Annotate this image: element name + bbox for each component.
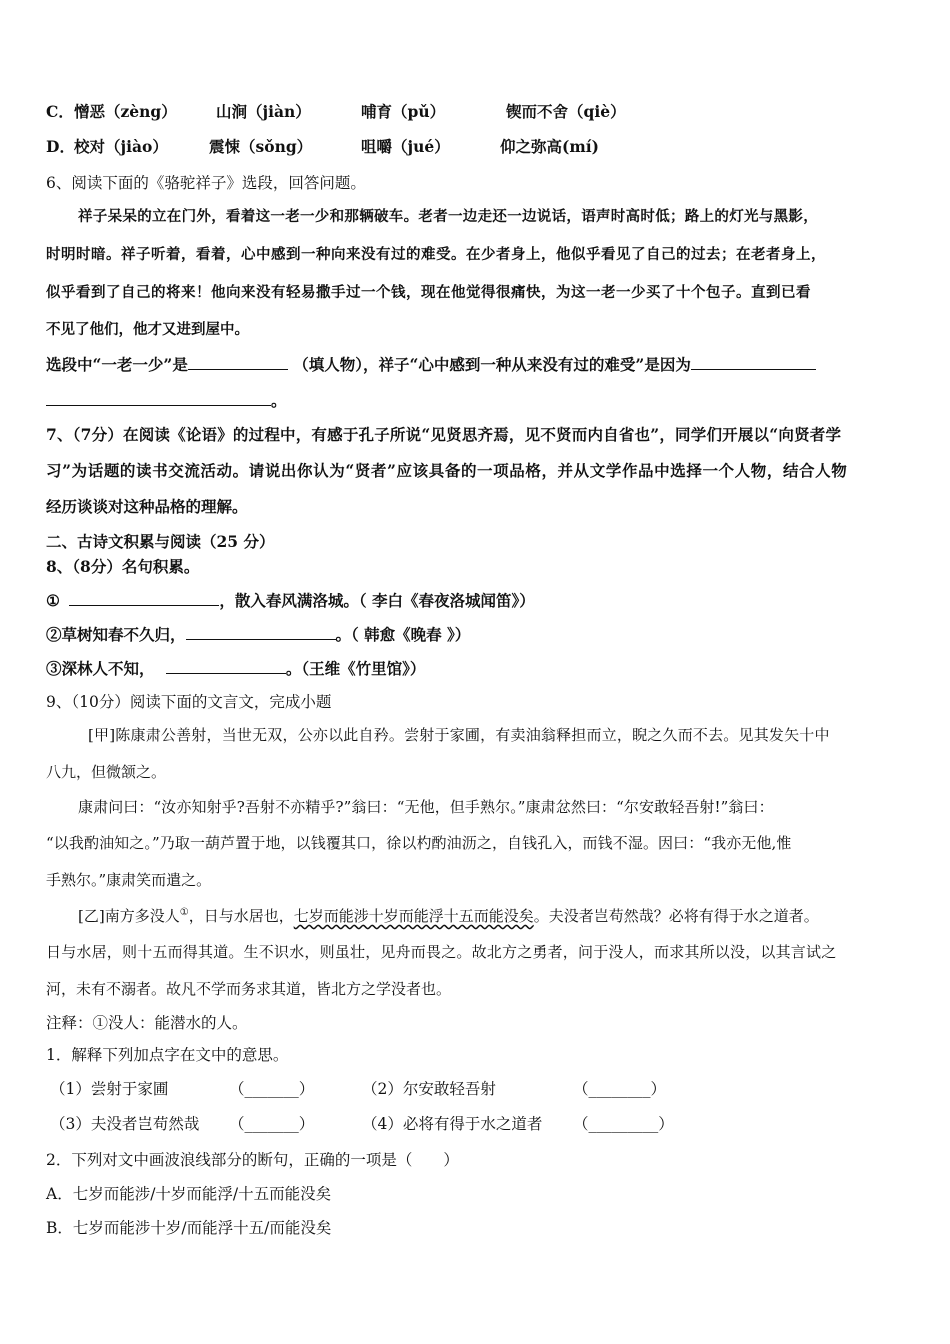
q8-blank-2[interactable] (186, 623, 336, 640)
q6-blank-characters[interactable] (188, 353, 288, 370)
q6-passage-line: 不见了他们，他才又进到屋中。 (46, 322, 249, 338)
option-d-item-4: 仰之弥高(mí) (500, 137, 599, 156)
q8-item-1 (46, 589, 535, 611)
option-d-row (46, 137, 906, 157)
option-d-label: D． (46, 137, 75, 156)
q9-sub1-item-2: （2）尔安敢轻吾射 (362, 1080, 496, 1098)
q9-yi-note-mark: ① (179, 907, 189, 918)
q6-blank-reason[interactable] (691, 353, 816, 370)
q8-blank-3[interactable] (166, 657, 286, 674)
q9-yi-line: 日与水居，则十五而得其道。生不识水，则虽壮，见舟而畏之。故北方之勇者，问于没人，而求其所以没，以其言试之 (46, 943, 837, 961)
q9-yi-first-end: 。夫没者岂苟然哉？必将有得于水之道者。 (533, 907, 819, 925)
q9-yi-line: 河，未有不溺者。故凡不学而务求其道，皆北方之学没者也。 (46, 980, 452, 998)
q9-sub1-row (46, 1114, 746, 1136)
option-c-item-4: 锲而不舍（qiè） (506, 102, 626, 121)
option-c-label: C． (46, 102, 74, 121)
q6-prompt: 6、阅读下面的《骆驼祥子》选段，回答问题。 (46, 174, 366, 192)
q9-sub1-item-1: （1）尝射于家圃 (50, 1080, 169, 1098)
q9-sub1-answer-1[interactable]: （_______） (229, 1080, 315, 1098)
option-c-item-2: 山涧（jiàn） (216, 102, 311, 121)
q9-jia-line: 康肃问曰：“汝亦知射乎?吾射不亦精乎?”翁曰：“无他，但手熟尔。”康肃忿然曰：“尔安敢轻吾射!”翁曰： (78, 798, 774, 816)
q9-yi-first-line (78, 906, 819, 926)
q6-passage-line: 似乎看到了自己的将来！他向来没有轻易撒手过一个钱，现在他觉得很痛快，为这一老一少买了十个包子。直到已看 (46, 285, 811, 301)
q9-yi-wavy-sentence: 七岁而能涉十岁而能浮十五而能没矣 (293, 907, 534, 925)
q9-sub1-answer-2[interactable]: （________） (573, 1080, 667, 1098)
q7-line: 7、（7分）在阅读《论语》的过程中，有感于孔子所说“见贤思齐焉，见不贤而内自省也”，同学们开展以“向贤者学 (46, 425, 842, 444)
option-d-item-1: 校对（jiào） (74, 137, 168, 156)
q9-yi-first-rest: ，日与水居也， (188, 907, 294, 925)
q8-blank-1[interactable] (69, 589, 219, 606)
q9-jia-line: [甲]陈康肃公善射，当世无双，公亦以此自矜。尝射于家圃，有卖油翁释担而立，睨之久而不去。见其发矢十中 (88, 726, 830, 744)
option-d-item-3: 咀嚼（jué） (361, 137, 450, 156)
q9-sub2-option-a[interactable]: A．七岁而能涉/十岁而能浮/十五而能没矣 (46, 1185, 332, 1203)
q7-line: 习”为话题的读书交流活动。请说出你认为“贤者”应该具备的一项品格，并从文学作品中选择一个人物，结合人物 (46, 461, 848, 480)
option-c-item-3: 哺育（pǔ） (361, 102, 446, 121)
q8-title: 8、（8分）名句积累。 (46, 557, 200, 576)
q8-item-1-num: ① (46, 591, 60, 610)
q9-sub1-item-3: （3）夫没者岂苟然哉 (50, 1115, 200, 1133)
option-d-item-2: 震悚（sǒng） (209, 137, 313, 156)
q9-jia-line: “以我酌油知之。”乃取一葫芦置于地，以钱覆其口，徐以杓酌油沥之，自钱孔入，而钱不湿。因曰：“我亦无他,惟 (46, 834, 792, 852)
q9-jia-line: 手熟尔。”康肃笑而遣之。 (46, 871, 212, 889)
q9-sub1-answer-3[interactable]: （_______） (229, 1115, 315, 1133)
q8-item-3-text: ③深林人不知， (46, 659, 155, 678)
q6-question-part1: 选段中“一老一少”是 (46, 355, 188, 374)
q6-question-part2: （填人物），祥子“心中感到一种从来没有过的难受”是因为 (293, 355, 691, 374)
q8-item-3-tail: 。（王维《竹里馆》） (285, 659, 426, 678)
q9-sub1-prompt: 1．解释下列加点字在文中的意思。 (46, 1046, 289, 1064)
q8-item-1-text: ，散入春风满洛城。（ 李白《春夜洛城闻笛》） (219, 591, 535, 610)
q9-sub2-option-b[interactable]: B．七岁而能涉十岁/而能浮十五/而能没矣 (46, 1219, 332, 1237)
q8-item-2-tail: 。（ 韩愈《晚春 》） (335, 625, 471, 644)
q9-title: 9、（10分）阅读下面的文言文，完成小题 (46, 693, 332, 711)
q6-passage-line: 祥子呆呆的立在门外，看着这一老一少和那辆破车。老者一边走还一边说话，语声时高时低；路上的灯光与黑影， (78, 209, 818, 225)
q8-item-3 (46, 657, 425, 679)
q9-sub1-answer-4[interactable]: （_________） (573, 1115, 674, 1133)
q9-sub1-item-4: （4）必将有得于水之道者 (362, 1115, 543, 1133)
q6-question-row-2 (46, 389, 287, 411)
q6-question-row (46, 353, 816, 375)
q9-sub2-prompt: 2．下列对文中画波浪线部分的断句，正确的一项是（ ） (46, 1151, 459, 1169)
q9-jia-line: 八九，但微颔之。 (46, 763, 167, 781)
option-c-item-1: 憎恶（zèng） (74, 102, 177, 121)
section-2-title: 二、古诗文积累与阅读（25 分） (46, 532, 275, 551)
q6-question-end: 。 (271, 391, 287, 410)
q6-blank-reason-cont[interactable] (46, 389, 271, 406)
q9-sub1-row (46, 1079, 746, 1101)
option-c-row (46, 102, 906, 122)
q9-note: 注释：①没人：能潜水的人。 (46, 1014, 248, 1032)
q6-passage-line: 时明时暗。祥子听着，看着，心中感到一种向来没有过的难受。在少者身上，他似乎看见了自己的过去；在老者身上， (46, 247, 826, 263)
q7-line: 经历谈谈对这种品格的理解。 (46, 497, 248, 516)
q9-yi-start: [乙]南方多没人 (78, 907, 180, 925)
q8-item-2-text: ②草树知春不久归， (46, 625, 186, 644)
q8-item-2 (46, 623, 470, 645)
